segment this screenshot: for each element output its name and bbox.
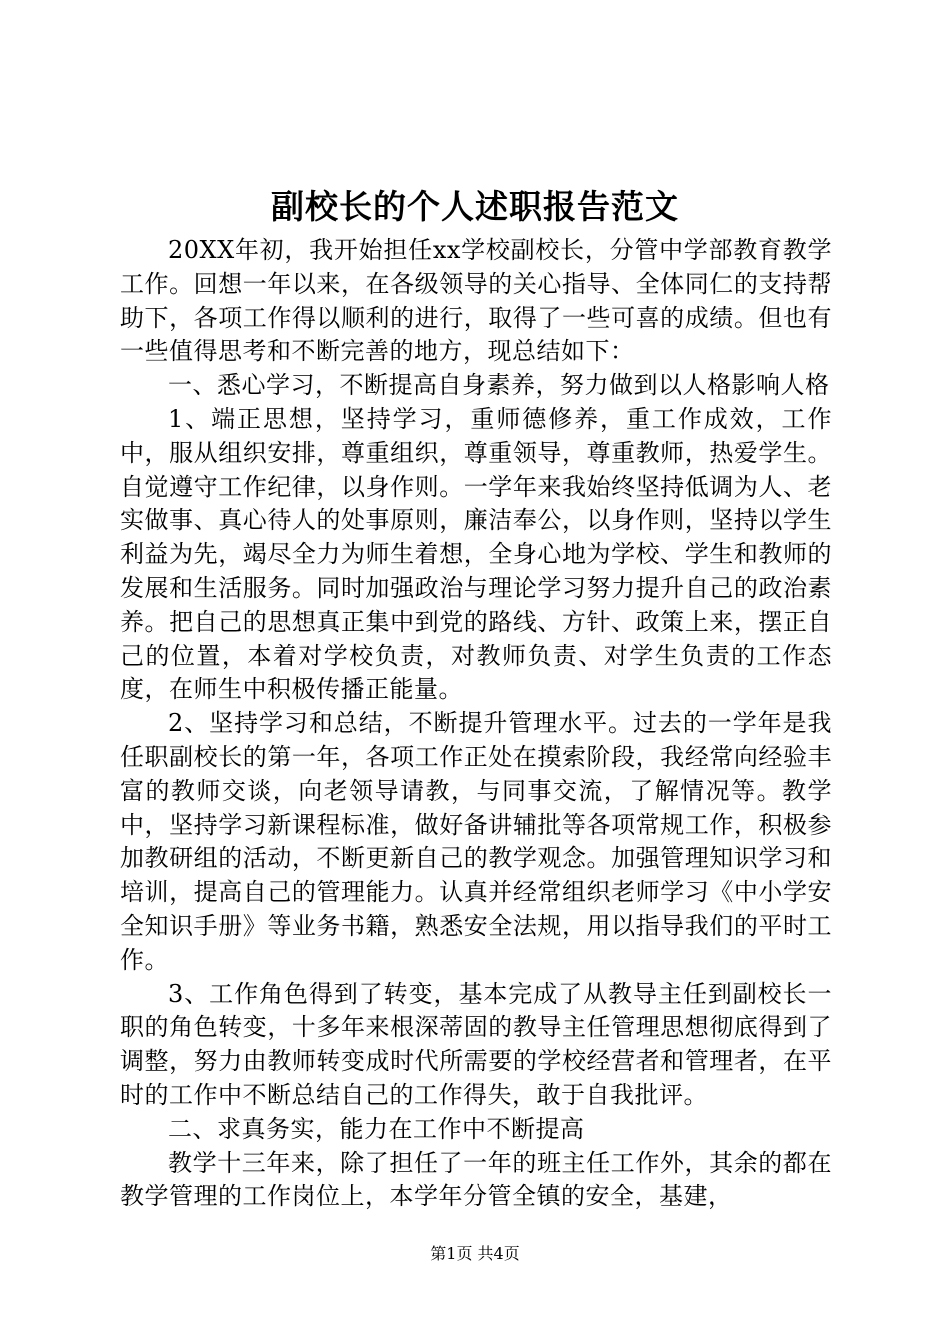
section-heading-1: 一、悉心学习，不断提高自身素养，努力做到以人格影响人格 [168,371,830,400]
page-footer: 第1页 共4页 [430,1244,520,1263]
paragraph-item-1: 1、端正思想，坚持学习，重师德修养，重工作成效，工作中，服从组织安排，尊重组织，尊重领导，尊重教师，热爱学生。自觉遵守工作纪律，以身作则。一学年来我始终坚持低调为人、老实做事、真心待人的处事原则，廉洁奉公，以身作则，坚持以学生利益为先，竭尽全力为师生着想，全身心地为学校、学生和教师的发展和生活服务。同时加强政治与理论学习努力提升自己的政治素养。把自己的思想真正集中到党的路线、方针、政策上来，摆正自己的位置，本着对学校负责，对教师负责、对学生负责的工作态度，在师生中积极传播正能量。 [120,404,832,704]
document-body [120,234,832,1214]
paragraph-item-3: 3、工作角色得到了转变，基本完成了从教导主任到副校长一职的角色转变，十多年来根深蒂固的教导主任管理思想彻底得到了调整，努力由教师转变成时代所需要的学校经营者和管理者，在平时的工作中不断总结自己的工作得失，敢于自我批评。 [120,979,832,1109]
section-heading-2: 二、求真务实，能力在工作中不断提高 [168,1114,585,1143]
paragraph-intro: 20XX年初，我开始担任xx学校副校长，分管中学部教育教学工作。回想一年以来，在各级领导的关心指导、全体同仁的支持帮助下，各项工作得以顺利的进行，取得了一些可喜的成绩。但也有一些值得思考和不断完善的地方，现总结如下： [120,236,832,366]
paragraph-section-2: 教学十三年来，除了担任了一年的班主任工作外，其余的都在教学管理的工作岗位上，本学年分管全镇的安全，基建， [120,1148,832,1211]
paragraph-item-2: 2、坚持学习和总结，不断提升管理水平。过去的一学年是我任职副校长的第一年，各项工作正处在摸索阶段，我经常向经验丰富的教师交谈，向老领导请教，与同事交流，了解情况等。教学中，坚持学习新课程标准，做好备讲辅批等各项常规工作，积极参加教研组的活动，不断更新自己的教学观念。加强管理知识学习和培训，提高自己的管理能力。认真并经常组织老师学习《中小学安全知识手册》等业务书籍，熟悉安全法规，用以指导我们的平时工作。 [120,709,832,974]
document-title: 副校长的个人述职报告范文 [271,187,679,226]
